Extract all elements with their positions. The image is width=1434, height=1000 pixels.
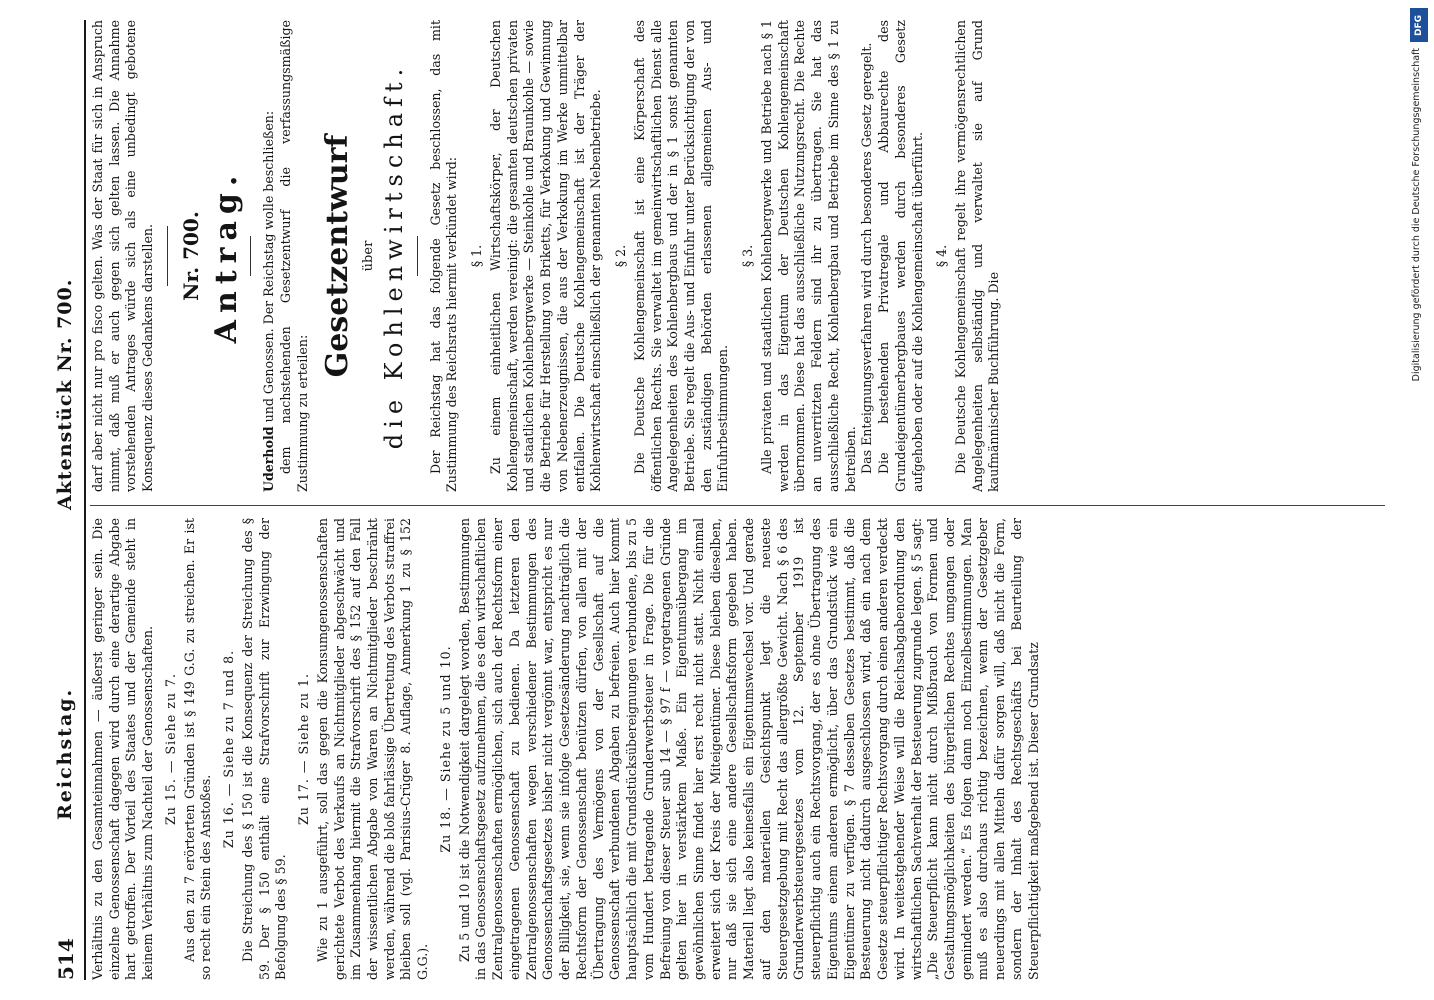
paragraph-heading-2: § 2. bbox=[613, 244, 629, 268]
short-rule bbox=[250, 236, 251, 276]
right-column bbox=[90, 20, 1390, 492]
short-rule-2 bbox=[417, 236, 418, 276]
paragraph-heading-3: § 3. bbox=[740, 244, 756, 268]
document-number: Nr. 700. bbox=[178, 211, 203, 301]
section-text-15: Aus den zu 7 erörterten Gründen ist § 149 G.G. zu streichen. Er ist so recht ein Stein des Anstoßes. bbox=[181, 518, 214, 980]
running-title: Reichstag. bbox=[54, 687, 76, 820]
bill-subject: die Kohlenwirtschaft. bbox=[379, 62, 408, 450]
paragraph-text-4: Die Deutsche Kohlengemeinschaft regelt ihre vermögensrechtlichen Angelegenheiten selbständig und verwaltet sie auf Grund kaufmännischer Buchführung. Die bbox=[953, 20, 1002, 492]
digitization-note: Digitalisierung gefördert durch die Deutsche Forschungsgemeinschaft bbox=[1411, 48, 1422, 382]
antrag-title: Antrag. bbox=[208, 168, 244, 344]
antrag-intro bbox=[261, 20, 278, 492]
bill-title: Gesetzentwurf bbox=[319, 134, 355, 378]
antrag-request: dem nachstehenden Gesetzentwurf die verfassungsmäßige Zustimmung zu erteilen: bbox=[278, 20, 310, 492]
document-label: Aktenstück Nr. 700. bbox=[54, 278, 76, 510]
proposer-name: Uderhold bbox=[261, 426, 277, 492]
paragraph-text-2: Die Deutsche Kohlengemeinschaft ist eine Körperschaft des öffentlichen Rechts. Sie verwaltet im gemeinwirtschaftlichen Dienst alle Angelegenheiten des Kohlenbergbaus und der in § 1 sonst genannten Betriebe. Sie regelt die Aus- und Einfuhr unter Berücksichtigung der von den zuständigen Behörden erlassenen allgemeinen Aus- und Einfuhrbestimmungen. bbox=[631, 20, 731, 492]
paragraph-text-3a: Alle privaten und staatlichen Kohlenbergwerke und Betriebe nach § 1 werden in das Eigentum der Deutschen Kohlengemeinschaft übernommen. Diese hat das ausschließliche Nutzungsrecht. Die Rechte an unverritzten Feldern sind ihr zu übertragen. Sie hat das ausschließliche Recht, Kohlenbergbau und Betriebe im Sinne des § 1 zu betreiben. bbox=[758, 20, 858, 492]
left-column bbox=[90, 518, 1390, 980]
separator-rule bbox=[167, 226, 168, 286]
dfg-logo-icon: DFG bbox=[1410, 8, 1428, 42]
page-header bbox=[50, 20, 86, 980]
intro-paragraph: Verhältnis zu den Gesamteinnahmen — äußerst geringer sein. Die einzelne Genossenschaft dagegen wird durch eine derartige Abgabe hart getroffen. Der Vorteil des Staates und der Gemeinde steht in keinem Verhältnis zum Nachteil der Genossenschaften. bbox=[90, 518, 156, 980]
antrag-intro-text: und Genossen. Der Reichstag wolle beschließen: bbox=[261, 110, 277, 423]
carryover-paragraph: darf aber nicht nur pro fisco gelten. Was der Staat für sich in Anspruch nimmt, daß muß er auch gegen sich gelten lassen. Die Annahme vorstehenden Antrages würde sich als eine unbedingt gebotene Konsequenz dieses Gedankens darstellen. bbox=[90, 20, 156, 492]
bill-ueber: über bbox=[360, 240, 376, 272]
section-heading-16: Zu 16. — Siehe zu 7 und 8. bbox=[221, 649, 237, 849]
column-divider bbox=[90, 505, 1385, 506]
rotated-document-page bbox=[50, 20, 1395, 980]
section-text-18: Zu 5 und 10 ist die Notwendigkeit dargelegt worden, Bestimmungen in das Genossenschaftsgesetz aufzunehmen, die es den wirtschaftlichen Zentralgenossenschaften ermöglichen, sich auch der Rechtsform einer eingetragenen Genossenschaft zu bedienen. Da letzteren den Zentralgenossenschaften wegen verschiedener Bestimmungen des Genossenschaftsgesetzes bisher nicht vergönnt war, entspricht es nur der Billigkeit, sie, wenn sie infolge Gesetzesänderung nachträglich die Rechtsform der Genossenschaft benützen dürfen, von allen mit der Übertragung des Vermögens von der Gesellschaft auf die Genossenschaft verbundenen Abgaben zu befreien. Auch hier kommt hauptsächlich die mit Grundstücksübereignungen verbundene, bis zu 5 vom Hundert betragende Grunderwerbsteuer in Frage. Die für die Befreiung von dieser Steuer sub 14 — § 97 f — vorgetragenen Gründe gelten hier in verstärktem Maße. Ein Eigentumsübergang im gewöhnlichen Sinne findet hier erst recht nicht statt. Nicht einmal erweitert sich der Kreis der Miteigentümer. Diese bleiben dieselben, nur daß sie sich eine andere Gesellschaftsform gegeben haben. Materiell liegt also keinesfalls ein Eigentumswechsel vor. Und gerade auf den materiellen Gesichtspunkt legt die neueste Steuergesetzgebung mit Recht das allergrößte Gewicht. Nach § 6 des Grunderwerbsteuergesetzes vom 12. September 1919 ist steuerpflichtig auch ein Rechtsvorgang, der es ohne Übertragung des Eigentums einem anderen ermöglicht, über das Grundstück wie ein Eigentümer zu verfügen. § 7 desselben Gesetzes bestimmt, daß die Besteuerung nicht dadurch ausgeschlossen wird, daß ein nach dem Gesetze steuerpflichtiger Rechtsvorgang durch einen anderen verdeckt wird. In weitestgehender Weise will die Reichsabgabenordnung den wirtschaftlichen Sachverhalt der Besteuerung zugrunde legen. § 5 sagt: „Die Steuerpflicht kann nicht durch Mißbrauch von Formen und Gestaltungsmöglichkeiten des bürgerlichen Rechtes umgangen oder gemindert werden.“ Es folgen dann noch Einzelbestimmungen. Man muß es also durchaus richtig bezeichnen, wenn der Gesetzgeber neuerdings mit allen Mitteln dafür sorgen will, daß nicht die Form, sondern der Inhalt des Rechtsgeschäfts bei Beurteilung der Steuerpflichtigkeit maßgebend ist. Dieser Grundsatz bbox=[456, 518, 1041, 980]
section-text-17: Wie zu 1 ausgeführt, soll das gegen die Konsumgenossenschaften gerichtete Verbot des Verkaufs an Nichtmitglieder abgeschwächt und im Zusammenhang hiermit die Strafvorschrift des § 152 auf den Fall der wissentlichen Abgabe von Waren an Nichtmitglieder beschränkt werden, während die bloß fahrlässige Übertretung des Verbots straffrei bleiben soll (vgl. Parisius-Crüger 8. Auflage, Anmerkung 1 zu § 152 G.G.). bbox=[314, 518, 431, 980]
preamble: Der Reichstag hat das folgende Gesetz beschlossen, das mit Zustimmung des Reichsrats hiermit verkündet wird: bbox=[427, 20, 460, 492]
page-number: 514 bbox=[54, 938, 78, 980]
paragraph-text-3c: Die bestehenden Privatregale und Abbaurechte des Grundeigentümerbergbaues werden durch besonderes Gesetz aufgehoben oder auf die Kohlengemeinschaft überführt. bbox=[876, 20, 925, 492]
section-heading-18: Zu 18. — Siehe zu 5 und 10. bbox=[437, 645, 453, 853]
section-heading-15: Zu 15. — Siehe zu 7. bbox=[162, 673, 178, 825]
paragraph-text-1: Zu einem einheitlichen Wirtschaftskörper, der Deutschen Kohlengemeinschaft, werden vereinigt: die gesamten deutschen privaten und staatlichen Kohlenbergwerke — Steinkohle und Braunkohle — sowie die Betriebe für Herstellung von Briketts, für Verkokung und Gewinnung von Nebenerzeugnissen, die aus der Verkokung im Werke unmittelbar entfallen. Die Deutsche Kohlengemeinschaft ist der Träger der Kohlenwirtschaft einschließlich der genannten Nebenbetriebe. bbox=[487, 20, 604, 492]
section-text-16: Die Streichung des § 150 ist die Konsequenz der Streichung des § 59. Der § 150 enthält eine Strafvorschrift zur Erzwingung der Befolgung des § 59. bbox=[239, 518, 289, 980]
digitization-sidebar bbox=[1408, 8, 1430, 992]
paragraph-heading-4: § 4. bbox=[934, 244, 950, 268]
paragraph-text-3b: Das Enteignungsverfahren wird durch besonderes Gesetz geregelt. bbox=[859, 42, 875, 474]
paragraph-heading-1: § 1. bbox=[469, 244, 485, 268]
section-heading-17: Zu 17. — Siehe zu 1. bbox=[296, 673, 312, 825]
